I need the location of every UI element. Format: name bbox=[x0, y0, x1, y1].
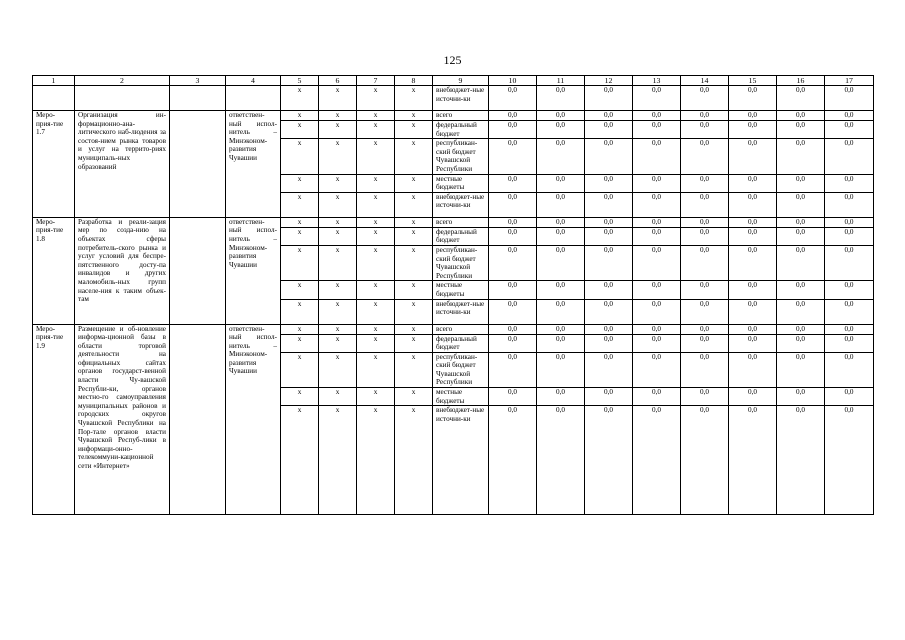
value-cell: 0,0 bbox=[537, 121, 585, 139]
funding-source: внебюджет-ные источни-ки bbox=[433, 86, 489, 111]
value-cell: 0,0 bbox=[585, 174, 633, 192]
measure-code: Меро-прия-тие 1.9 bbox=[33, 324, 75, 515]
value-cell: 0,0 bbox=[681, 281, 729, 299]
mark-cell: х bbox=[281, 245, 319, 280]
mark-cell: х bbox=[281, 192, 319, 217]
value-cell: 0,0 bbox=[489, 192, 537, 217]
value-cell: 0,0 bbox=[681, 139, 729, 174]
value-cell: 0,0 bbox=[777, 406, 825, 515]
mark-cell: х bbox=[357, 245, 395, 280]
mark-cell: х bbox=[395, 192, 433, 217]
value-cell: 0,0 bbox=[633, 324, 681, 334]
value-cell: 0,0 bbox=[777, 111, 825, 121]
measure-name: Организация ин-формационно-ана-литического наб-людения за состоя-нием рынка товаров и услуг на террито-риях муниципаль-ных образований bbox=[75, 111, 170, 218]
mark-cell: х bbox=[357, 324, 395, 334]
mark-cell: х bbox=[319, 86, 357, 111]
value-cell: 0,0 bbox=[825, 111, 874, 121]
value-cell: 0,0 bbox=[537, 227, 585, 245]
funding-source: федеральный бюджет bbox=[433, 121, 489, 139]
mark-cell: х bbox=[357, 388, 395, 406]
value-cell: 0,0 bbox=[681, 324, 729, 334]
measure-code: Меро-прия-тие 1.8 bbox=[33, 217, 75, 324]
mark-cell: х bbox=[357, 174, 395, 192]
mark-cell: х bbox=[319, 174, 357, 192]
measure-name: Размещение и об-новление информа-ционной базы в области торговой деятельности на официальных сайтах органов государст-венной власти Чу-вашской Республи-ки, органов местно-го самоуправления муниципальных районов и городских округов Чувашской Республики на Пор-тале органов власти Чувашской Респуб-лики в информаци-онно-телекоммуни-кационной сети «Интернет» bbox=[75, 324, 170, 515]
value-cell: 0,0 bbox=[777, 352, 825, 387]
mark-cell: х bbox=[281, 281, 319, 299]
mark-cell: х bbox=[319, 217, 357, 227]
mark-cell: х bbox=[395, 121, 433, 139]
value-cell: 0,0 bbox=[777, 388, 825, 406]
value-cell: 0,0 bbox=[729, 352, 777, 387]
value-cell: 0,0 bbox=[729, 111, 777, 121]
mark-cell: х bbox=[319, 192, 357, 217]
value-cell: 0,0 bbox=[489, 281, 537, 299]
value-cell: 0,0 bbox=[585, 281, 633, 299]
column-header-11: 11 bbox=[537, 76, 585, 86]
value-cell: 0,0 bbox=[825, 388, 874, 406]
table-row bbox=[33, 111, 874, 121]
empty-cell bbox=[170, 217, 226, 324]
column-header-9: 9 bbox=[433, 76, 489, 86]
column-header-4: 4 bbox=[226, 76, 281, 86]
value-cell: 0,0 bbox=[777, 299, 825, 324]
value-cell: 0,0 bbox=[537, 192, 585, 217]
mark-cell: х bbox=[281, 139, 319, 174]
mark-cell: х bbox=[281, 324, 319, 334]
value-cell: 0,0 bbox=[681, 388, 729, 406]
value-cell: 0,0 bbox=[777, 227, 825, 245]
funding-source: республикан-ский бюджет Чувашской Республики bbox=[433, 352, 489, 387]
value-cell: 0,0 bbox=[729, 299, 777, 324]
funding-source: всего bbox=[433, 111, 489, 121]
mark-cell: х bbox=[357, 121, 395, 139]
value-cell: 0,0 bbox=[825, 86, 874, 111]
value-cell: 0,0 bbox=[489, 245, 537, 280]
mark-cell: х bbox=[395, 352, 433, 387]
value-cell: 0,0 bbox=[825, 121, 874, 139]
value-cell: 0,0 bbox=[633, 299, 681, 324]
mark-cell: х bbox=[357, 111, 395, 121]
value-cell: 0,0 bbox=[585, 334, 633, 352]
mark-cell: х bbox=[319, 245, 357, 280]
value-cell: 0,0 bbox=[729, 227, 777, 245]
value-cell: 0,0 bbox=[633, 111, 681, 121]
value-cell: 0,0 bbox=[489, 139, 537, 174]
column-header-1: 1 bbox=[33, 76, 75, 86]
mark-cell: х bbox=[319, 139, 357, 174]
empty-cell bbox=[170, 111, 226, 218]
funding-source: республикан-ский бюджет Чувашской Республики bbox=[433, 245, 489, 280]
mark-cell: х bbox=[395, 174, 433, 192]
value-cell: 0,0 bbox=[729, 406, 777, 515]
mark-cell: х bbox=[357, 334, 395, 352]
value-cell: 0,0 bbox=[537, 86, 585, 111]
mark-cell: х bbox=[281, 111, 319, 121]
value-cell: 0,0 bbox=[585, 192, 633, 217]
value-cell: 0,0 bbox=[633, 388, 681, 406]
value-cell: 0,0 bbox=[633, 217, 681, 227]
responsible-executor: ответствен-ный испол-нитель – Минэконом-развития Чувашии bbox=[226, 324, 281, 515]
column-header-10: 10 bbox=[489, 76, 537, 86]
value-cell: 0,0 bbox=[585, 121, 633, 139]
value-cell: 0,0 bbox=[825, 299, 874, 324]
funding-source: внебюджет-ные источни-ки bbox=[433, 299, 489, 324]
value-cell: 0,0 bbox=[537, 334, 585, 352]
mark-cell: х bbox=[357, 227, 395, 245]
column-header-3: 3 bbox=[170, 76, 226, 86]
value-cell: 0,0 bbox=[585, 227, 633, 245]
column-header-6: 6 bbox=[319, 76, 357, 86]
value-cell: 0,0 bbox=[537, 111, 585, 121]
value-cell: 0,0 bbox=[489, 299, 537, 324]
value-cell: 0,0 bbox=[681, 192, 729, 217]
value-cell: 0,0 bbox=[729, 245, 777, 280]
value-cell: 0,0 bbox=[633, 334, 681, 352]
value-cell: 0,0 bbox=[681, 245, 729, 280]
value-cell: 0,0 bbox=[633, 352, 681, 387]
value-cell: 0,0 bbox=[825, 192, 874, 217]
value-cell: 0,0 bbox=[729, 121, 777, 139]
value-cell: 0,0 bbox=[825, 352, 874, 387]
column-header-12: 12 bbox=[585, 76, 633, 86]
responsible-executor: ответствен-ный испол-нитель – Минэконом-развития Чувашии bbox=[226, 217, 281, 324]
value-cell: 0,0 bbox=[633, 174, 681, 192]
mark-cell: х bbox=[319, 388, 357, 406]
value-cell: 0,0 bbox=[633, 139, 681, 174]
mark-cell: х bbox=[319, 352, 357, 387]
value-cell: 0,0 bbox=[489, 111, 537, 121]
value-cell: 0,0 bbox=[537, 324, 585, 334]
mark-cell: х bbox=[281, 299, 319, 324]
value-cell: 0,0 bbox=[825, 245, 874, 280]
value-cell: 0,0 bbox=[681, 174, 729, 192]
column-header-15: 15 bbox=[729, 76, 777, 86]
value-cell: 0,0 bbox=[777, 281, 825, 299]
mark-cell: х bbox=[357, 86, 395, 111]
funding-source: местные бюджеты bbox=[433, 174, 489, 192]
mark-cell: х bbox=[395, 245, 433, 280]
value-cell: 0,0 bbox=[681, 227, 729, 245]
value-cell: 0,0 bbox=[777, 86, 825, 111]
value-cell: 0,0 bbox=[633, 86, 681, 111]
value-cell: 0,0 bbox=[489, 324, 537, 334]
funding-source: республикан-ский бюджет Чувашской Республики bbox=[433, 139, 489, 174]
mark-cell: х bbox=[281, 227, 319, 245]
table-row bbox=[33, 86, 874, 111]
value-cell: 0,0 bbox=[777, 245, 825, 280]
value-cell: 0,0 bbox=[825, 324, 874, 334]
value-cell: 0,0 bbox=[633, 121, 681, 139]
mark-cell: х bbox=[319, 334, 357, 352]
mark-cell: х bbox=[395, 324, 433, 334]
value-cell: 0,0 bbox=[825, 139, 874, 174]
mark-cell: х bbox=[395, 227, 433, 245]
mark-cell: х bbox=[395, 299, 433, 324]
value-cell: 0,0 bbox=[681, 121, 729, 139]
value-cell: 0,0 bbox=[633, 245, 681, 280]
value-cell: 0,0 bbox=[681, 217, 729, 227]
column-header-2: 2 bbox=[75, 76, 170, 86]
mark-cell: х bbox=[281, 121, 319, 139]
value-cell: 0,0 bbox=[825, 281, 874, 299]
mark-cell: х bbox=[319, 227, 357, 245]
value-cell: 0,0 bbox=[633, 406, 681, 515]
value-cell: 0,0 bbox=[489, 352, 537, 387]
value-cell: 0,0 bbox=[633, 227, 681, 245]
value-cell: 0,0 bbox=[537, 217, 585, 227]
value-cell: 0,0 bbox=[681, 406, 729, 515]
value-cell: 0,0 bbox=[489, 86, 537, 111]
mark-cell: х bbox=[357, 406, 395, 515]
column-header-5: 5 bbox=[281, 76, 319, 86]
mark-cell: х bbox=[357, 352, 395, 387]
mark-cell: х bbox=[319, 406, 357, 515]
measure-name: Разработка и реали-зация мер по созда-нию на объектах сферы потребитель-ского рынка и услуг условий для беспре-пятственного досту-па инвалидов и других маломобиль-ных групп населе-ния к таким объек-там bbox=[75, 217, 170, 324]
value-cell: 0,0 bbox=[489, 406, 537, 515]
mark-cell: х bbox=[281, 352, 319, 387]
value-cell: 0,0 bbox=[585, 406, 633, 515]
funding-source: федеральный бюджет bbox=[433, 334, 489, 352]
value-cell: 0,0 bbox=[585, 217, 633, 227]
page-number: 125 bbox=[443, 53, 462, 67]
value-cell: 0,0 bbox=[825, 406, 874, 515]
mark-cell: х bbox=[281, 334, 319, 352]
funding-source: местные бюджеты bbox=[433, 388, 489, 406]
value-cell: 0,0 bbox=[729, 139, 777, 174]
mark-cell: х bbox=[357, 299, 395, 324]
mark-cell: х bbox=[319, 324, 357, 334]
mark-cell: х bbox=[281, 174, 319, 192]
mark-cell: х bbox=[357, 281, 395, 299]
value-cell: 0,0 bbox=[777, 324, 825, 334]
mark-cell: х bbox=[395, 86, 433, 111]
mark-cell: х bbox=[357, 217, 395, 227]
value-cell: 0,0 bbox=[729, 281, 777, 299]
value-cell: 0,0 bbox=[537, 281, 585, 299]
column-header-8: 8 bbox=[395, 76, 433, 86]
mark-cell: х bbox=[395, 217, 433, 227]
value-cell: 0,0 bbox=[633, 192, 681, 217]
mark-cell: х bbox=[281, 217, 319, 227]
value-cell: 0,0 bbox=[729, 217, 777, 227]
value-cell: 0,0 bbox=[489, 227, 537, 245]
value-cell: 0,0 bbox=[537, 299, 585, 324]
value-cell: 0,0 bbox=[729, 86, 777, 111]
empty-cell bbox=[75, 86, 170, 111]
column-number-row bbox=[33, 76, 874, 86]
mark-cell: х bbox=[357, 192, 395, 217]
mark-cell: х bbox=[395, 388, 433, 406]
value-cell: 0,0 bbox=[585, 139, 633, 174]
value-cell: 0,0 bbox=[585, 86, 633, 111]
value-cell: 0,0 bbox=[729, 334, 777, 352]
value-cell: 0,0 bbox=[585, 388, 633, 406]
value-cell: 0,0 bbox=[489, 174, 537, 192]
funding-source: внебюджет-ные источни-ки bbox=[433, 406, 489, 515]
value-cell: 0,0 bbox=[681, 86, 729, 111]
value-cell: 0,0 bbox=[489, 334, 537, 352]
value-cell: 0,0 bbox=[537, 388, 585, 406]
value-cell: 0,0 bbox=[777, 121, 825, 139]
mark-cell: х bbox=[319, 111, 357, 121]
mark-cell: х bbox=[281, 86, 319, 111]
mark-cell: х bbox=[395, 139, 433, 174]
value-cell: 0,0 bbox=[585, 352, 633, 387]
value-cell: 0,0 bbox=[825, 174, 874, 192]
mark-cell: х bbox=[357, 139, 395, 174]
mark-cell: х bbox=[395, 281, 433, 299]
column-header-17: 17 bbox=[825, 76, 874, 86]
table-body bbox=[33, 76, 874, 515]
mark-cell: х bbox=[319, 299, 357, 324]
funding-source: федеральный бюджет bbox=[433, 227, 489, 245]
mark-cell: х bbox=[395, 111, 433, 121]
value-cell: 0,0 bbox=[585, 111, 633, 121]
value-cell: 0,0 bbox=[777, 192, 825, 217]
value-cell: 0,0 bbox=[777, 139, 825, 174]
mark-cell: х bbox=[281, 406, 319, 515]
value-cell: 0,0 bbox=[825, 227, 874, 245]
empty-cell bbox=[33, 86, 75, 111]
funding-source: всего bbox=[433, 217, 489, 227]
funding-source: местные бюджеты bbox=[433, 281, 489, 299]
empty-cell bbox=[226, 86, 281, 111]
funding-source: внебюджет-ные источни-ки bbox=[433, 192, 489, 217]
value-cell: 0,0 bbox=[729, 192, 777, 217]
value-cell: 0,0 bbox=[537, 352, 585, 387]
financing-table bbox=[32, 75, 874, 515]
value-cell: 0,0 bbox=[537, 406, 585, 515]
value-cell: 0,0 bbox=[489, 217, 537, 227]
funding-source: всего bbox=[433, 324, 489, 334]
value-cell: 0,0 bbox=[729, 324, 777, 334]
empty-cell bbox=[170, 324, 226, 515]
value-cell: 0,0 bbox=[777, 174, 825, 192]
mark-cell: х bbox=[319, 281, 357, 299]
value-cell: 0,0 bbox=[681, 352, 729, 387]
table-row bbox=[33, 217, 874, 227]
column-header-13: 13 bbox=[633, 76, 681, 86]
mark-cell: х bbox=[395, 334, 433, 352]
value-cell: 0,0 bbox=[537, 174, 585, 192]
value-cell: 0,0 bbox=[537, 245, 585, 280]
mark-cell: х bbox=[395, 406, 433, 515]
value-cell: 0,0 bbox=[681, 111, 729, 121]
measure-code: Меро-прия-тие 1.7 bbox=[33, 111, 75, 218]
value-cell: 0,0 bbox=[681, 299, 729, 324]
column-header-7: 7 bbox=[357, 76, 395, 86]
value-cell: 0,0 bbox=[777, 217, 825, 227]
value-cell: 0,0 bbox=[537, 139, 585, 174]
value-cell: 0,0 bbox=[825, 217, 874, 227]
value-cell: 0,0 bbox=[585, 245, 633, 280]
mark-cell: х bbox=[281, 388, 319, 406]
value-cell: 0,0 bbox=[489, 121, 537, 139]
column-header-16: 16 bbox=[777, 76, 825, 86]
mark-cell: х bbox=[319, 121, 357, 139]
empty-cell bbox=[170, 86, 226, 111]
value-cell: 0,0 bbox=[825, 334, 874, 352]
value-cell: 0,0 bbox=[633, 281, 681, 299]
value-cell: 0,0 bbox=[681, 334, 729, 352]
value-cell: 0,0 bbox=[777, 334, 825, 352]
column-header-14: 14 bbox=[681, 76, 729, 86]
value-cell: 0,0 bbox=[585, 324, 633, 334]
value-cell: 0,0 bbox=[729, 388, 777, 406]
value-cell: 0,0 bbox=[585, 299, 633, 324]
responsible-executor: ответствен-ный испол-нитель – Минэконом-развития Чувашии bbox=[226, 111, 281, 218]
value-cell: 0,0 bbox=[729, 174, 777, 192]
value-cell: 0,0 bbox=[489, 388, 537, 406]
table-row bbox=[33, 324, 874, 334]
